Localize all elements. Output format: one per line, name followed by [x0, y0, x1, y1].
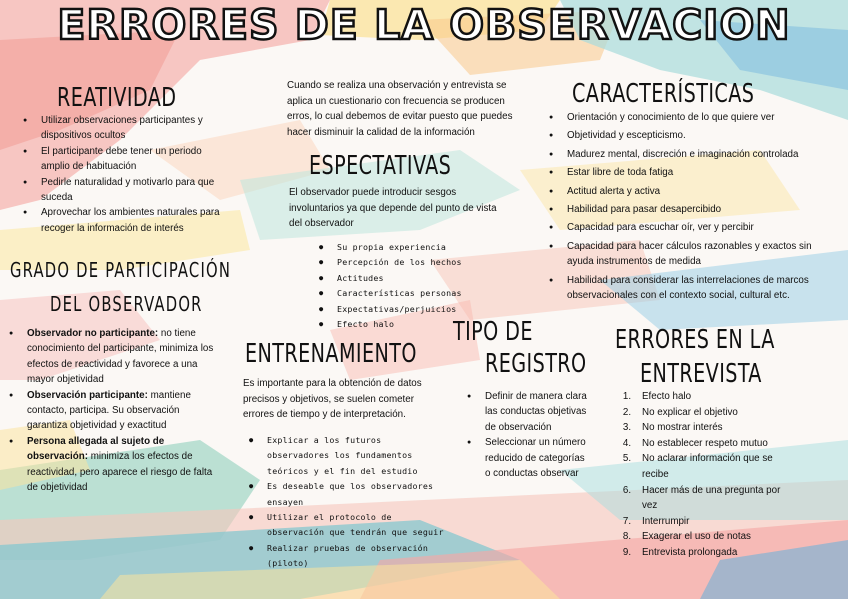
list-item: ● El participante debe tener un periodo amplio de habituación — [22, 144, 222, 175]
errores-heading-line2: ENTREVISTA — [640, 359, 762, 389]
list-item: ● Capacidad para escuchar oír, ver y percibir — [548, 220, 838, 235]
list-item: ● Utilizar el protocolo de observación que tendrán que seguir — [248, 510, 448, 541]
list-item: ● Su propia experiencia — [318, 240, 488, 255]
errores-list — [622, 389, 782, 561]
cuestionario-text: Cuando se realiza una observación y entrevista se aplica un cuestionario con frecuencia se producen erros, lo cual debemos de evitar puesto que puedes hacer disminuir la calidad de la información — [287, 80, 513, 138]
list-item: ● Seleccionar un número reducido de categorías o conductas observar — [466, 435, 588, 481]
entrenamiento-heading: ENTRENAMIENTO — [245, 339, 417, 369]
list-item: ● Expectativas/perjuicios — [318, 302, 488, 317]
tipo-list — [466, 389, 588, 481]
list-item: ● Utilizar observaciones participantes y dispositivos ocultos — [22, 113, 222, 144]
grado-heading-line1: GRADO DE PARTICIPACIÓN — [10, 258, 232, 282]
list-item: ● Percepción de los hechos — [318, 255, 488, 270]
list-item: 9. Entrevista prolongada — [622, 546, 738, 558]
list-item: ● Observación participante: mantiene contacto, participa. Su observación garantiza objetividad y exactitud — [8, 388, 220, 434]
list-item: ● Observador no participante: no tiene conocimiento del participante, minimiza los efectos de reactividad y favorece a una mayor objetividad — [8, 326, 220, 388]
list-item: ● Actitud alerta y activa — [548, 184, 838, 199]
errores-heading-line1: ERRORES EN LA — [615, 325, 775, 355]
list-item: ● Habilidad para pasar desapercibido — [548, 202, 838, 217]
list-item: ● Aprovechar los ambientes naturales para recoger la información de interés — [22, 205, 222, 236]
caracteristicas-list — [548, 110, 838, 303]
reatividad-heading: REATIVIDAD — [57, 83, 177, 113]
espectativas-heading: ESPECTATIVAS — [309, 151, 452, 181]
list-item: 1. Efecto halo — [622, 391, 692, 402]
list-item: ● Realizar pruebas de observación (piloto) — [248, 541, 448, 572]
list-item: ● Es deseable que los observadores ensayen — [248, 479, 448, 510]
list-item: 8. Exagerar el uso de notas — [622, 531, 751, 543]
tipo-heading-line2: REGISTRO — [485, 349, 587, 379]
list-item: 4. No establecer respeto mutuo — [622, 437, 768, 449]
list-item: 6. Hacer más de una pregunta por vez — [622, 484, 781, 512]
list-item: ● Madurez mental, discreción e imaginación controlada — [548, 147, 838, 162]
entrenamiento-text: Es importante para la obtención de datos precisos y objetivos, se suelen cometer errores de tiempo y de interpretación. — [243, 378, 422, 421]
list-item: ● Actitudes — [318, 271, 488, 286]
list-item: ● Definir de manera clara las conductas objetivas de observación — [466, 389, 588, 435]
list-item: ● Habilidad para considerar las interrelaciones de marcos observacionales con el contexto social, cultural etc. — [548, 273, 838, 304]
espectativas-text: El observador puede introducir sesgos involuntarios ya que depende del punto de vista del observador — [289, 187, 497, 230]
list-item: ● Orientación y conocimiento de lo que quiere ver — [548, 110, 838, 125]
page-title: ERRORES DE LA OBSERVACION — [57, 1, 791, 49]
caracteristicas-heading: CARACTERÍSTICAS — [572, 79, 755, 109]
reatividad-list — [22, 113, 222, 236]
list-item: ● Capacidad para hacer cálculos razonables y exactos sin ayuda instrumentos de medida — [548, 239, 838, 270]
list-item: 3. No mostrar interés — [622, 422, 723, 434]
list-item: ● Objetividad y escepticismo. — [548, 128, 838, 143]
grado-heading-line2: DEL OBSERVADOR — [50, 292, 203, 316]
list-item: ● Pedirle naturalidad y motivarlo para que suceda — [22, 175, 222, 206]
list-item: ● Persona allegada al sujeto de observación: minimiza los efectos de reactividad, pero aparece el riesgo de falta de objetividad — [8, 434, 220, 496]
list-item: ● Efecto halo — [318, 317, 488, 332]
list-item: ● Características personas — [318, 286, 488, 301]
entrenamiento-list — [248, 433, 448, 572]
list-item: 5. No aclarar información que se recibe — [622, 453, 773, 480]
grado-list — [8, 326, 220, 495]
list-item: ● Estar libre de toda fatiga — [548, 165, 838, 180]
list-item: 7. Interrumpir — [622, 515, 690, 527]
list-item: 2. No explicar el objetivo — [622, 406, 738, 418]
tipo-heading-line1: TIPO DE — [453, 317, 533, 347]
list-item: ● Explicar a los futuros observadores los fundamentos teóricos y el fin del estudio — [248, 433, 448, 479]
